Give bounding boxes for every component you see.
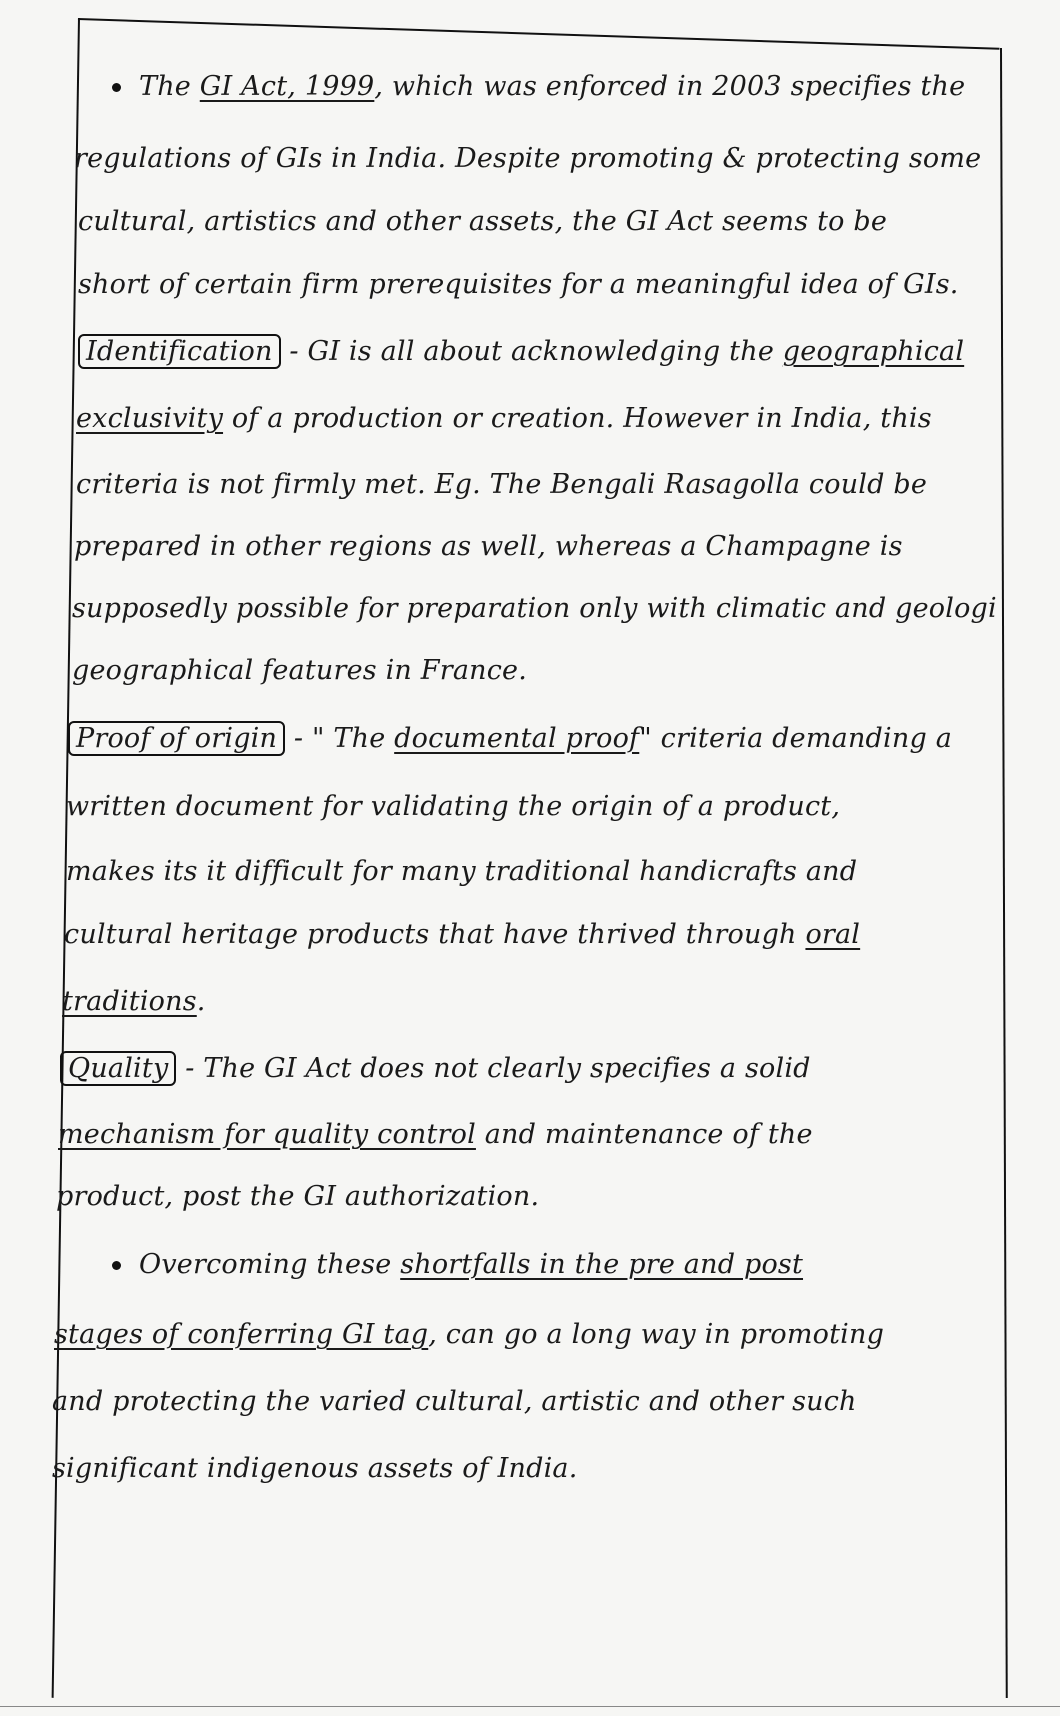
text-line xyxy=(74,142,981,176)
text-segment: of a production or creation. However in India, this xyxy=(223,403,932,434)
text-segment: - " The xyxy=(285,723,395,754)
text-line xyxy=(76,402,932,436)
text-line xyxy=(76,468,927,502)
text-line xyxy=(66,855,857,889)
text-line xyxy=(78,205,887,239)
bullet-point xyxy=(112,1261,121,1270)
text-line xyxy=(56,1180,539,1214)
underlined-text: GI Act, 1999 xyxy=(199,71,375,102)
text-segment: - The GI Act does not clearly specifies a solid xyxy=(176,1053,811,1084)
text-line xyxy=(68,722,952,756)
text-line xyxy=(78,335,964,369)
text-line xyxy=(58,1118,813,1152)
text-segment: - GI is all about acknowledging the xyxy=(280,336,783,367)
text-segment: prepared in other regions as well, whereas a Champagne is xyxy=(74,531,903,562)
text-line xyxy=(72,654,527,688)
text-segment: written document for validating the origin of a product, xyxy=(66,791,841,822)
text-segment: cultural heritage products that have thrived through xyxy=(64,919,806,950)
text-segment: cultural, artistics and other assets, the GI Act seems to be xyxy=(78,206,888,237)
underlined-text: geographical xyxy=(782,336,965,367)
text-segment: , can go a long way in promoting xyxy=(428,1319,885,1350)
text-segment: " criteria demanding a xyxy=(639,723,953,754)
text-segment: short of certain firm prerequisites for a meaningful idea of GIs. xyxy=(78,269,959,300)
text-segment: . xyxy=(196,986,206,1017)
text-line xyxy=(74,530,903,564)
text-line xyxy=(54,1318,884,1352)
text-segment: and protecting the varied cultural, artistic and other such xyxy=(52,1386,857,1417)
text-segment: and maintenance of the xyxy=(475,1119,813,1150)
underlined-text: stages of conferring GI tag xyxy=(54,1319,429,1350)
underlined-text: documental proof xyxy=(394,723,640,754)
text-segment: criteria is not firmly met. Eg. The Bengali Rasagolla could be xyxy=(76,469,928,500)
top-margin-line xyxy=(78,18,1000,50)
text-line xyxy=(72,592,997,626)
text-segment: makes its it difficult for many traditional handicrafts and xyxy=(66,856,858,887)
text-line xyxy=(112,70,965,104)
right-margin-line xyxy=(1000,48,1008,1698)
underlined-text: traditions xyxy=(62,986,197,1017)
text-line xyxy=(62,985,206,1019)
text-segment: regulations of GIs in India. Despite promoting & protecting some xyxy=(74,143,982,174)
boxed-heading: Proof of origin xyxy=(68,721,285,756)
text-segment: The xyxy=(139,71,200,102)
text-line xyxy=(64,918,860,952)
text-segment: Overcoming these xyxy=(139,1249,401,1280)
underlined-text: oral xyxy=(805,919,861,950)
text-line xyxy=(52,1385,857,1419)
text-line xyxy=(112,1248,803,1282)
page-bottom-edge xyxy=(0,1706,1060,1707)
text-line xyxy=(66,790,840,824)
bullet-point xyxy=(112,83,121,92)
boxed-heading: Quality xyxy=(60,1051,176,1086)
text-line xyxy=(78,268,959,302)
text-line xyxy=(60,1052,811,1086)
text-segment: product, post the GI authorization. xyxy=(56,1181,540,1212)
text-segment: significant indigenous assets of India. xyxy=(52,1453,578,1484)
text-line xyxy=(52,1452,578,1486)
text-segment: supposedly possible for preparation only with climatic and geologi xyxy=(72,593,997,624)
boxed-heading: Identification xyxy=(78,334,281,369)
underlined-text: mechanism for quality control xyxy=(58,1119,476,1150)
text-segment: geographical features in France. xyxy=(72,655,527,686)
text-segment: , which was enforced in 2003 specifies the xyxy=(374,71,966,102)
underlined-text: shortfalls in the pre and post xyxy=(400,1249,804,1280)
underlined-text: exclusivity xyxy=(76,403,224,434)
